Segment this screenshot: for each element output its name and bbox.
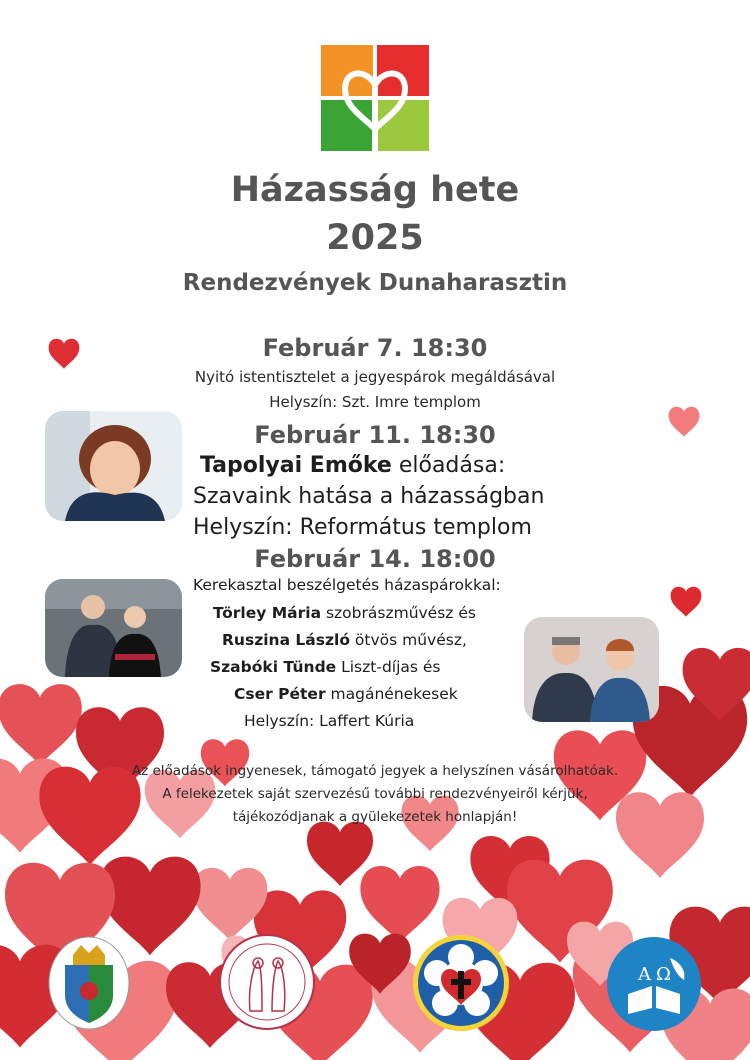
speaker-name: Tapolyai Emőke bbox=[200, 453, 392, 478]
event-2-talk-title: Szavaink hatása a házasságban bbox=[193, 484, 545, 509]
page-subtitle: Rendezvények Dunaharasztin bbox=[182, 270, 568, 296]
page-year: 2025 bbox=[326, 218, 424, 258]
svg-text:Α: Α bbox=[638, 964, 651, 985]
town-coat-of-arms bbox=[47, 935, 131, 1031]
participant-1: Törley Mária szobrászművész és bbox=[213, 604, 476, 622]
event-3-intro: Kerekasztal beszélgetés házaspárokkal: bbox=[193, 576, 501, 594]
event-3-date: Február 14. 18:00 bbox=[254, 545, 496, 573]
participant-3: Szabóki Tünde Liszt-díjas és bbox=[210, 658, 441, 676]
notice-line-1: Az előadások ingyenesek, támogató jegyek a helyszínen vásárolhatóak. bbox=[131, 763, 619, 779]
event-1-date: Február 7. 18:30 bbox=[262, 334, 488, 362]
event-2-date: Február 11. 18:30 bbox=[254, 421, 496, 449]
couple-photo-2 bbox=[524, 617, 659, 722]
svg-text:Ω: Ω bbox=[656, 964, 671, 985]
event-1-description: Nyitó istentisztelet a jegyespárok megáldásával bbox=[194, 368, 556, 386]
event-1-venue: Helyszín: Szt. Imre templom bbox=[269, 393, 481, 411]
notice-line-3: tájékozódjanak a gyülekezetek honlapján! bbox=[232, 809, 518, 825]
participant-4: Cser Péter magánénekesek bbox=[234, 685, 458, 703]
notice bbox=[0, 760, 750, 829]
page-title: Házasság hete bbox=[230, 170, 520, 210]
event-2-speaker bbox=[200, 450, 505, 481]
couple-photo-1 bbox=[45, 579, 182, 677]
event-3-venue: Helyszín: Laffert Kúria bbox=[244, 712, 415, 730]
notice-line-2: A felekezetek saját szervezésű további rendezvényeiről kérjük, bbox=[162, 786, 588, 802]
luther-rose-seal bbox=[411, 933, 511, 1033]
event-2-venue: Helyszín: Református templom bbox=[193, 515, 532, 540]
speaker-suffix: előadása: bbox=[391, 453, 506, 478]
heart-cross-logo bbox=[321, 45, 429, 151]
alpha-omega-icon bbox=[606, 936, 702, 1032]
catholic-bishops-conference-seal bbox=[218, 933, 316, 1031]
participant-2: Ruszina László ötvös művész, bbox=[222, 631, 467, 649]
